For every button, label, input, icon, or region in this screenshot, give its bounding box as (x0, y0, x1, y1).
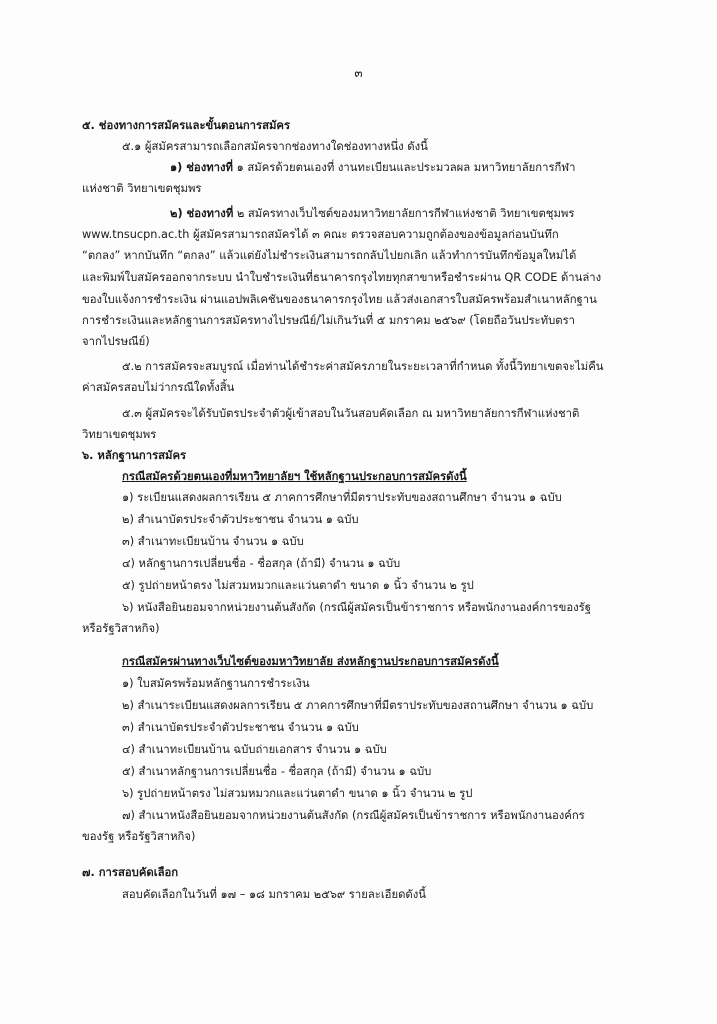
channel-1-line-2: แห่งชาติ วิทยาเขตชุมพร (82, 182, 202, 195)
web-item-5: ๕) สำเนาหลักฐานการเปลี่ยนชื่อ - ชื่อสกุล (ถ้ามี) จำนวน ๑ ฉบับ (122, 765, 432, 778)
walkin-item-3: ๓) สำเนาทะเบียนบ้าน จำนวน ๑ ฉบับ (122, 535, 304, 548)
walkin-item-2: ๒) สำเนาบัตรประจำตัวประชาชน จำนวน ๑ ฉบับ (122, 513, 359, 526)
channel-2-label: ๒) ช่องทางที่ (170, 207, 234, 220)
section-5-heading: ๕. ช่องทางการสมัครและขั้นตอนการสมัคร (82, 119, 291, 132)
channel-2-line-3: “ตกลง” หากบันทึก “ตกลง” แล้วแต่ยังไม่ชำระเงินสามารถกลับไปยกเลิก แล้วทำการบันทึกข้อมูลใหม่ได้ (82, 249, 577, 262)
channel-2-line-7: จากไปรษณีย์) (82, 335, 150, 348)
web-item-7-cont: ของรัฐ หรือรัฐวิสาหกิจ) (82, 830, 196, 843)
section-5-2-line-2: ค่าสมัครสอบไม่ว่ากรณีใดทั้งสิ้น (82, 381, 235, 394)
section-5-1: ๕.๑ ผู้สมัครสามารถเลือกสมัครจากช่องทางใดช่องทางหนึ่ง ดังนี้ (122, 140, 428, 153)
channel-2-line-2: www.tnsucpn.ac.th ผู้สมัครสามารถสมัครได้ ๓ คณะ ตรวจสอบความถูกต้องของข้อมูลก่อนบันทึก (82, 228, 559, 241)
web-item-7: ๗) สำเนาหนังสือยินยอมจากหน่วยงานต้นสังกัด (กรณีผู้สมัครเป็นข้าราชการ หรือพนักงานองค์กร (122, 809, 585, 822)
section-5-2-line-1: ๕.๒ การสมัครจะสมบูรณ์ เมื่อท่านได้ชำระค่าสมัครภายในระยะเวลาที่กำหนด ทั้งนี้วิทยาเขตจะไม่คืน (122, 360, 604, 373)
channel-2-line-6: การชำระเงินและหลักฐานการสมัครทางไปรษณีย์/ไม่เกินวันที่ ๕ มกราคม ๒๕๖๙ (โดยถือวันประทับตรา (82, 314, 575, 327)
walkin-item-5: ๕) รูปถ่ายหน้าตรง ไม่สวมหมวกและแว่นตาดำ ขนาด ๑ นิ้ว จำนวน ๒ รูป (122, 579, 474, 592)
section-7-line-1: สอบคัดเลือกในวันที่ ๑๗ – ๑๘ มกราคม ๒๕๖๙ รายละเอียดดังนี้ (122, 888, 426, 901)
web-item-4: ๔) สำเนาทะเบียนบ้าน ฉบับถ่ายเอกสาร จำนวน ๑ ฉบับ (122, 743, 387, 756)
channel-2-line-1 (170, 206, 574, 222)
web-item-6: ๖) รูปถ่ายหน้าตรง ไม่สวมหมวกและแว่นตาดำ ขนาด ๑ นิ้ว จำนวน ๒ รูป (122, 787, 473, 800)
channel-2-text: ๒ สมัครทางเว็บไซต์ของมหาวิทยาลัยการกีฬาแห่งชาติ วิทยาเขตชุมพร (233, 207, 575, 220)
web-item-1: ๑) ใบสมัครพร้อมหลักฐานการชำระเงิน (122, 677, 310, 690)
channel-1-text: ๑ สมัครด้วยตนเองที่ งานทะเบียนและประมวลผล มหาวิทยาลัยการกีฬา (233, 161, 576, 174)
web-item-3: ๓) สำเนาบัตรประจำตัวประชาชน จำนวน ๑ ฉบับ (122, 721, 359, 734)
walkin-item-6-cont: หรือรัฐวิสาหกิจ) (82, 622, 160, 635)
walkin-heading: กรณีสมัครด้วยตนเองที่มหาวิทยาลัยฯ ใช้หลักฐานประกอบการสมัครดังนี้ (122, 470, 467, 483)
web-heading: กรณีสมัครผ่านทางเว็บไซต์ของมหาวิทยาลัย ส่งหลักฐานประกอบการสมัครดังนี้ (122, 655, 499, 668)
section-6-heading: ๖. หลักฐานการสมัคร (82, 449, 187, 462)
channel-2-line-4: และพิมพ์ใบสมัครออกจากระบบ นำใบชำระเงินที่ธนาคารกรุงไทยทุกสาขาหรือชำระผ่าน QR CODE ด้านล่าง (82, 271, 602, 284)
section-7-heading: ๗. การสอบคัดเลือก (82, 866, 179, 879)
walkin-item-4: ๔) หลักฐานการเปลี่ยนชื่อ - ชื่อสกุล (ถ้ามี) จำนวน ๑ ฉบับ (122, 557, 401, 570)
section-5-3-line-1: ๕.๓ ผู้สมัครจะได้รับบัตรประจำตัวผู้เข้าสอบในวันสอบคัดเลือก ณ มหาวิทยาลัยการกีฬาแห่งชาติ (122, 407, 580, 420)
walkin-item-6: ๖) หนังสือยินยอมจากหน่วยงานต้นสังกัด (กรณีผู้สมัครเป็นข้าราชการ หรือพนักงานองค์การของรัฐ (122, 601, 591, 614)
section-5-3-line-2: วิทยาเขตชุมพร (82, 428, 157, 441)
channel-2-line-5: ของใบแจ้งการชำระเงิน ผ่านแอปพลิเคชันของธนาคารกรุงไทย แล้วส่งเอกสารใบสมัครพร้อมสำเนาหลักฐาน (82, 293, 597, 306)
web-item-2: ๒) สำเนาระเบียนแสดงผลการเรียน ๕ ภาคการศึกษาที่มีตราประทับของสถานศึกษา จำนวน ๑ ฉบับ (122, 699, 594, 712)
channel-1-label: ๑) ช่องทางที่ (170, 161, 233, 174)
page-number: ๓ (354, 66, 363, 80)
channel-1-line-1 (170, 160, 575, 176)
walkin-item-1: ๑) ระเบียนแสดงผลการเรียน ๕ ภาคการศึกษาที่มีตราประทับของสถานศึกษา จำนวน ๑ ฉบับ (122, 491, 562, 504)
